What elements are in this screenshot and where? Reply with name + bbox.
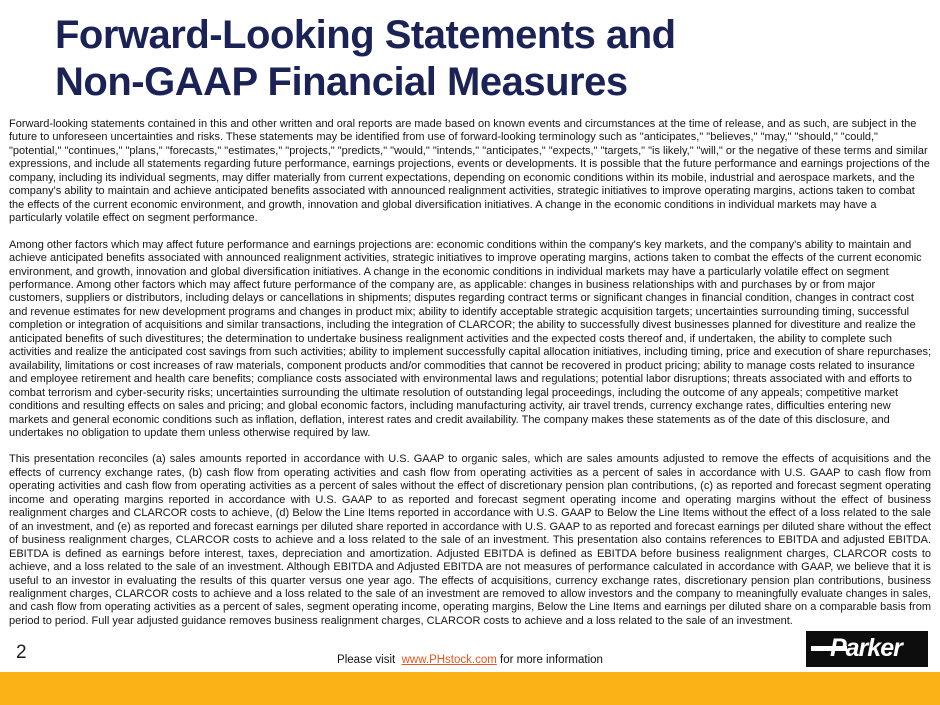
parker-logo	[806, 631, 928, 667]
footer-note-suffix: for more information	[496, 654, 603, 666]
page-title	[55, 12, 676, 106]
parker-logo-text: Parker	[830, 634, 902, 662]
paragraph-forward-looking-statements: Forward-looking statements contained in this and other written and oral reports are made based on known events and circumstances at the time of release, and as such, are subject in the future to unforeseen uncertainties and risks. These statements may be identified from use of forward-looking terminology such as "anticipates," "believes," "may," "should," "could," "potential," "continues," "plans," "forecasts," "estimates," "projects," "predicts," "would," "intends," "anticipates," "expects," "targets," "is likely," "will," or the negative of these terms and similar expressions, and include all statements regarding future performance, earnings projections, events or developments. It is possible that the future performance and earnings projections of the company, including its individual segments, may differ materially from current expectations, depending on economic conditions within its mobile, industrial and aerospace markets, and the company's ability to maintain and achieve anticipated benefits associated with announced realignment activities, strategic initiatives to improve operating margins, actions taken to combat the effects of the current economic environment, and growth, innovation and global diversification initiatives. A change in the economic conditions in individual markets may have a particularly volatile effect on segment performance.	[9, 118, 930, 225]
bottom-accent-bar	[0, 672, 940, 705]
page-number: 2	[16, 642, 27, 663]
phstock-link[interactable]: www.PHstock.com	[401, 654, 497, 666]
disclaimer-body	[9, 118, 931, 641]
paragraph-non-gaap-reconciliation: This presentation reconciles (a) sales amounts reported in accordance with U.S. GAAP to organic sales, which are sales amounts adjusted to remove the effects of acquisitions and the effects of currency exchange rates, (b) cash flow from operating activities and cash flow from operating activities as a percent of sales in accordance with U.S. GAAP to cash flow from operating activities and cash flow from operating activities as a percent of sales without the effect of discretionary pension plan contributions, (c) as reported and forecast segment operating income and operating margins reported in accordance with U.S. GAAP to as reported and forecast segment operating income and operating margins without the effect of business realignment charges and CLARCOR costs to achieve, (d) Below the Line Items reported in accordance with U.S. GAAP to Below the Line Items without the effect of a loss related to the sale of an investment, and (e) as reported and forecast earnings per diluted share reported in accordance with U.S. GAAP to as reported and forecast earnings per diluted share without the effect of business realignment charges, CLARCOR costs to achieve and a loss related to the sale of an investment. This presentation also contains references to EBITDA and adjusted EBITDA. EBITDA is defined as earnings before interest, taxes, depreciation and amortization. Adjusted EBITDA is defined as EBITDA before business realignment charges, CLARCOR costs to achieve, and a loss related to the sale of an investment. Although EBITDA and Adjusted EBITDA are not measures of performance calculated in accordance with GAAP, we believe that it is useful to an investor in evaluating the results of this quarter versus one year ago. The effects of acquisitions, currency exchange rates, discretionary pension plan contributions, business realignment charges, CLARCOR costs to achieve and a loss related to the sale of an investment are removed to allow investors and the company to meaningfully evaluate changes in sales, and cash flow from operating activities as a percent of sales, segment operating income, operating margins, Below the Line Items and earnings per diluted share on a comparable basis from period to period. Full year adjusted guidance removes business realignment charges, CLARCOR costs to achieve and a loss related to the sale of an investment.	[9, 453, 931, 627]
footer-note-prefix: Please visit	[337, 654, 402, 666]
page-title-line2: Non-GAAP Financial Measures	[55, 60, 628, 104]
paragraph-other-factors: Among other factors which may affect future performance and earnings projections are: economic conditions within the company's key markets, and the company's ability to maintain and achieve anticipated benefits associated with announced realignment activities, strategic initiatives to improve operating margins, actions taken to combat the effects of the current economic environment, and growth, innovation and global diversification initiatives. A change in the economic conditions in individual markets may have a particularly volatile effect on segment performance. Among other factors which may affect future performance of the company are, as applicable: changes in business relationships with and purchases by or from major customers, suppliers or distributors, including delays or cancellations in shipments; disputes regarding contract terms or significant changes in financial condition, changes in contract cost and revenue estimates for new development programs and changes in product mix; ability to identify acceptable strategic acquisition targets; uncertainties surrounding timing, successful completion or integration of acquisitions and similar transactions, including the integration of CLARCOR; the ability to successfully divest businesses planned for divestiture and realize the anticipated benefits of such divestitures; the determination to undertake business realignment activities and the expected costs thereof and, if undertaken, the ability to complete such activities and realize the anticipated cost savings from such activities; ability to implement successfully capital allocation initiatives, including timing, price and execution of share repurchases; availability, limitations or cost increases of raw materials, component products and/or commodities that cannot be recovered in product pricing; ability to manage costs related to insurance and employee retirement and health care benefits; compliance costs associated with environmental laws and regulations; potential labor disruptions; threats associated with and efforts to combat terrorism and cyber-security risks; uncertainties surrounding the ultimate resolution of outstanding legal proceedings, including the outcome of any appeals; competitive market conditions and resulting effects on sales and pricing; and global economic factors, including manufacturing activity, air travel trends, currency exchange rates, difficulties entering new markets and general economic conditions such as inflation, deflation, interest rates and credit availability. The company makes these statements as of the date of this disclosure, and undertakes no obligation to update them unless otherwise required by law.	[9, 238, 932, 439]
page-title-line1: Forward-Looking Statements and	[55, 13, 676, 57]
footer-note	[0, 654, 940, 666]
